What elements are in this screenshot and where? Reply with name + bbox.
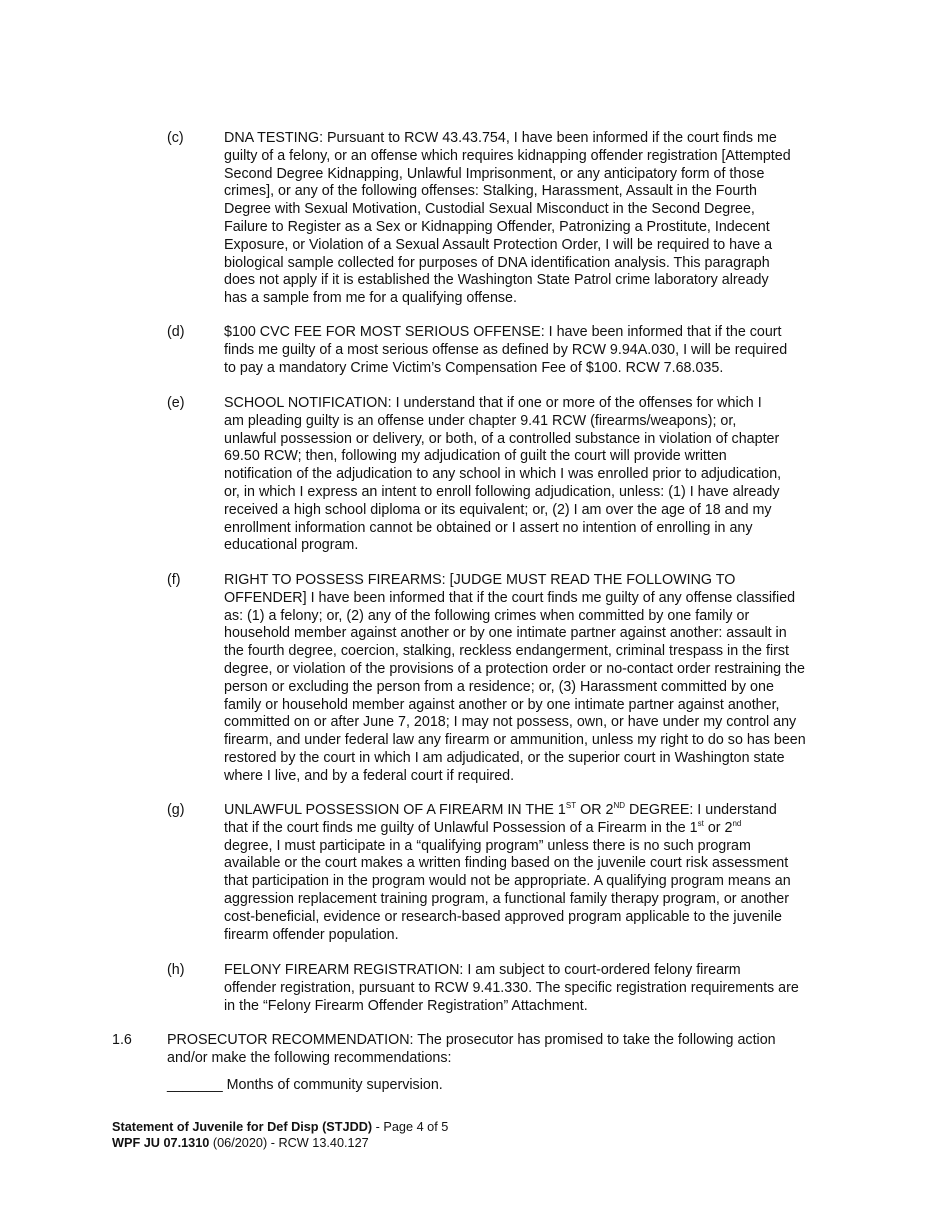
paragraph-text: FELONY FIREARM REGISTRATION: I am subject to court-ordered felony firearm offender registration, pursuant to RCW 9.41.330. The specific registration requirements are in the “Felony Firearm Offender Registration” Attachment. (224, 962, 799, 1014)
paragraph-label: (c) (167, 130, 184, 146)
paragraph-label: (e) (167, 395, 185, 411)
text-run: that if the court finds me guilty of Unlawful Possession of a Firearm in the 1 (224, 819, 698, 836)
superscript: st (697, 819, 704, 829)
paragraph-line (224, 802, 844, 820)
paragraph-text (224, 802, 844, 944)
paragraph-label: (g) (167, 802, 185, 818)
paragraph-label: (f) (167, 572, 181, 588)
paragraph-line (224, 820, 844, 838)
section-text: PROSECUTOR RECOMMENDATION: The prosecutor has promised to take the following action and/or make the following recommendations: (167, 1032, 776, 1066)
footer-line-1 (112, 1119, 448, 1135)
form-revision: (06/2020) - RCW 13.40.127 (209, 1136, 369, 1150)
footer (112, 1119, 448, 1151)
paragraph-text: $100 CVC FEE FOR MOST SERIOUS OFFENSE: I have been informed that if the court finds me guilty of a most serious offense as defined by RCW 9.94A.030, I will be required to pay a mandatory Crime Victim’s Compensation Fee of $100. RCW 7.68.035. (224, 324, 788, 376)
text-run: OR 2 (576, 802, 614, 818)
text-run: DEGREE: I understand (625, 802, 777, 818)
paragraph-text: DNA TESTING: Pursuant to RCW 43.43.754, I have been informed if the court finds me guilty of a felony, or an offense which requires kidnapping offender registration [Attempted Second Degree Kidnapping, Unlawful Imprisonment, or any anticipatory form of those crimes], or any of the following offenses: Stalking, Harassment, Assault in the Fourth Degree with Sexual Motivation, Custodial Sexual Misconduct in the Second Degree, Failure to Register as a Sex or Kidnapping Offender, Patronizing a Prostitute, Indecent Exposure, or Violation of a Sexual Assault Protection Order, I will be required to have a biological sample collected for purposes of DNA identification analysis. This paragraph does not apply if it is established the Washington State Patrol crime laboratory already has a sample from me for a qualifying offense. (224, 130, 791, 307)
paragraph-label: (d) (167, 324, 185, 340)
form-code: WPF JU 07.1310 (112, 1136, 210, 1150)
page-info: - Page 4 of 5 (372, 1120, 449, 1134)
paragraph-label: (h) (167, 962, 185, 978)
form-title: Statement of Juvenile for Def Disp (STJDD) (112, 1120, 373, 1134)
superscript: ST (565, 801, 577, 811)
text-run: UNLAWFUL POSSESSION OF A FIREARM IN THE 1 (224, 802, 566, 818)
paragraph-rest: degree, I must participate in a “qualifying program” unless there is no such program available or the court makes a written finding based on the juvenile court risk assessment that participation in the program would not be appropriate. A qualifying program means an aggression replacement training program, a functional family therapy program, or another cost-beneficial, evidence or research-based approved program applicable to the juvenile firearm offender population. (224, 837, 791, 943)
paragraph-text: RIGHT TO POSSESS FIREARMS: [JUDGE MUST READ THE FOLLOWING TO OFFENDER] I have been informed that if the court finds me guilty of any offense classified as: (1) a felony; or, (2) any of the following crimes when committed by one family or household member against another or by one intimate partner against another: assault in the fourth degree, coercion, stalking, reckless endangerment, criminal trespass in the first degree, or violation of the provisions of a protection order or no-contact order restraining the person or excluding the person from a residence; or, (3) Harassment committed by one family or household member against another or by one intimate partner against another, committed on or after June 7, 2018; I may not possess, own, or have under my control any firearm, and under federal law any firearm or ammunition, unless my right to do so has been restored by the court in which I am adjudicated, or the superior court in Washington state where I live, and by a federal court if required. (224, 572, 806, 784)
supervision-months-line: _______ Months of community supervision. (167, 1077, 443, 1093)
text-run: or 2 (703, 819, 733, 836)
superscript: nd (732, 819, 742, 829)
footer-line-2 (112, 1135, 448, 1151)
superscript: ND (613, 801, 626, 811)
section-number: 1.6 (112, 1032, 132, 1048)
paragraph-text: SCHOOL NOTIFICATION: I understand that if one or more of the offenses for which I am pleading guilty is an offense under chapter 9.41 RCW (firearms/weapons); or, unlawful possession or delivery, or both, of a controlled substance in violation of chapter 69.50 RCW; then, following my adjudication of guilt the court will provide written notification of the adjudication to any school in which I was enrolled prior to adjudication, or, in which I express an intent to enroll following adjudication, unless: (1) I have already received a high school diploma or its equivalent; or, (2) I am over the age of 18 and my enrollment information cannot be obtained or I assert no intention of enrolling in any educational program. (224, 395, 782, 554)
